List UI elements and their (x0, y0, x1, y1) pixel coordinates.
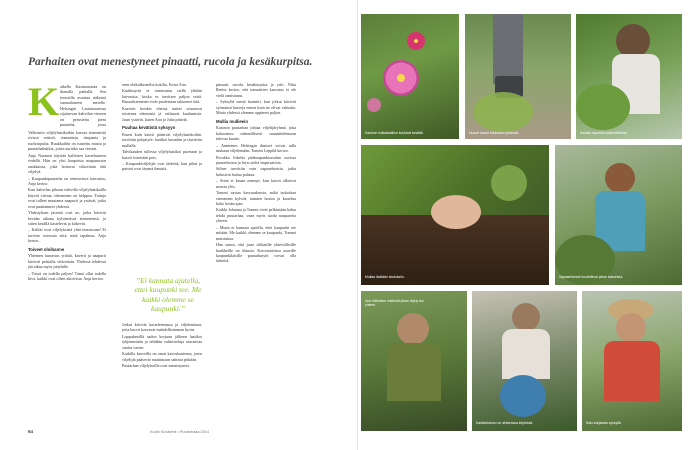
paragraph: Puutarhan viljelykoilla ovat menestyneet (122, 363, 189, 369)
paragraph: Kurkkuyrtti ei onnistunut siellä ylttään kuivuutta, koska se tarvitsee paljon vettä. Basaalisiemenet eivät puolestaan tahtoneet itää. (122, 88, 202, 105)
paragraph: Porukka liikehti pääkaupunkiseudun useissa puutarhoissa ja löysi sieltä inspiraatiota. (216, 154, 296, 165)
photo-caption: Kastelu tapahtuu säännöllisesti. (580, 131, 628, 135)
paragraph: – Anniemes Helsingin ihmiset voivat tulla mukaan viljelemään, Tommi Leppilä kertoo. (216, 142, 296, 154)
text-column-2 (122, 82, 202, 267)
paragraph: Kasinon puutarhaa johtaa viljelijäryhmä, joka kokoontuu säännöllisesti suunnittelemaan tulevaa kautta. (216, 125, 296, 142)
paragraph: Kun kahvilan pihaan tulevilla viljelylaatikoilla käyvät vieraat, tekeminen on helppoa. Tuttuja ovat tulleet muutama naapurit ja ystävät, jotka ovat puuhanneet yhdessä. (28, 187, 106, 209)
photo-soil-hands (361, 145, 549, 285)
paragraph: Kasvien hoidon ohessa naiset seuraavat toistensa tekemisiä ja vaihtavat kuulumisia. Juuri ystävät, kuten Aira ja Juha pitävät. (122, 105, 202, 122)
paragraph: – Mutta ei kannata ajatella, ettei kaupunki tee mitään. Me kaikki olemme se kaupunki, Tommi muistuttaa. (216, 224, 296, 241)
paragraph: – Kaupunkipuutarha on rentouttava harrastus, Anja kertoo. (28, 175, 106, 186)
photo-woman-planting (361, 291, 467, 431)
pull-quote: ”Ei kannata ajatella, ettei kaupunki tee. Me kaikki olemme se kaupunki.” (134, 276, 202, 313)
photo-caption: Nuoret kasvit hoidetaan yhdessä. (469, 131, 520, 135)
photo-caption: Kasinon kukkalaatikot kukkivat kesällä. (365, 131, 424, 135)
photo-planting-boots (465, 14, 571, 139)
paragraph: – Kaupunkiviljelijät ovat tärkeitä, kun pihat ja puistot ovat täynnä ihmisiä. (122, 160, 202, 172)
article-intro: aikella Kasinonranta on ihanalla paikalla. Sen terassilla avautuu näkymä suomalaiseen merelle. Helsingin Lauttasaaressa sijaitsevan kahvilan viereen on perustettu pieni puutarha, jossa (60, 84, 106, 128)
photo-watering (576, 14, 682, 139)
drop-cap: K (28, 79, 60, 124)
paragraph: seen ohikulkeneelta kokilta, Keira Aira. (122, 82, 188, 87)
paragraph: Valkoisiin viljelylaatikoihin kasvaa siemenistä rivissä rettisiä, tomaatteja, timjamia ja ruohosipulia. Ruukkuihin on istutettu matoa ja puutarhakukkia, joista aurinko saa vieraat. (28, 130, 106, 152)
paragraph: Jotkut kävivät kasteleemassa ja viljelemässä, jotta kasvit kasvavat mahdollisimman hyvin. (122, 322, 202, 333)
photo-caption: Sato korjataan syksyllä. (586, 421, 622, 425)
paragraph: Yhdistyksen jäseniä ovat ne, jotka kävivät kevään aikana kylvämässä siemenensä, ja sitten kesällä kastelevat ja kitkevät. (28, 210, 106, 226)
paragraph: Anja Naranen käyttää kaffeisen kasteluaseen vedellä. Hän on yksi kaupoista naapuruston asukkaista, joka hoitavat viikoittain tätä viljelyä. (28, 152, 106, 175)
subheading: Toiveet oloihanne (28, 246, 65, 252)
paragraph: Tommi vastaa kasvatuksesta, mikä tarkoittaa siemenien kylvöä, taimien hoitoa ja kastelua koko kesän ajan. (216, 190, 296, 207)
paragraph: – Siinä ei kauan mennyt, kun kasvit alkoivat nousta ylös. (216, 178, 296, 189)
paragraph: pinaatti, rucola, kesäkurpitsa ja yrtit. Niita Reetta kertoo, että tomaattien kasvatus ei ole vielä onnistunut. (216, 82, 296, 98)
subheading: Mullia mullieein (216, 118, 248, 124)
paragraph: Yhteinen harrastus yrittää, kaverit ja naapurit kävivät palstalla viikoittain. Yhdessä tehdessä jää aikaa myös juttelulle. (28, 253, 106, 270)
text-column-1 (28, 130, 106, 422)
paragraph: Siihen tarvittiin vain vapaaehtoisia, jotka halusivat hoitaa palstaa. (216, 166, 296, 177)
paragraph: Kaikilla kasveilla on omat kasvukautensa, joten viljelijät pääsevät nauttimaan sadosta pitkään. (122, 351, 202, 362)
text-column-3 (216, 82, 296, 422)
photo-caption: Vapaaehtoiset huolehtivat pihan kasveista. (559, 275, 624, 279)
photo-flowers (361, 14, 459, 139)
paragraph: – Syksyllä meitä harmitti, kun jotkut kävivät syömässä kasveja ennen kuin ne olivat valmiita. Mutta yhdessä olemme oppineet paljon. (216, 99, 296, 116)
text-column-2-lower (122, 322, 202, 422)
magazine-footer: Kodin Kuvalehti • Puutarhaaa 2014 (150, 430, 209, 434)
article-headline: Parhaiten ovat menestyneet pinaatti, rucola ja kesäkurpitsa. (28, 56, 313, 68)
photo-watering-can (472, 291, 577, 431)
page-number: 64 (28, 429, 34, 434)
paragraph: Hän sanoo, että juuri tällaisille yhteisöllisille hankkeille on tilausta. Kerrostaloissa asuville kaupunkilaisille puutarhatyöt voivat olla tärkeitä. (216, 242, 296, 264)
paragraph: Talvikauden tullessa viljelylaatikot puretaan ja kasvit siirretään pois. (122, 149, 202, 160)
photo-caption: Kastelukannu on ahkerassa käytössä. (476, 421, 534, 425)
paragraph: – Tässä on todella paljon! Tämä ollut todella kiva, kaikki ovat olleet aktiivisia, Anja kertoo. (28, 270, 106, 282)
photo-smiling-gardener (582, 291, 682, 431)
subheading: Puuhaa kevätistä syksyyn (122, 125, 176, 131)
photo-garden-woman (555, 145, 682, 285)
page-gutter (357, 0, 358, 450)
paragraph: Loppukesällä sadon korjuun jälkeen laatikot tyhjennetään ja tehdään valmisteluja seuraavaa vuotta varten. (122, 333, 202, 350)
photo-caption: Multaa lisätään istutuksiin. (365, 275, 405, 279)
paragraph: Ensen kuin kasvit pääsivät viljelylaatikoihin, tarvittiin pohjatyöt: laatikot kasattiin ja täytettiin mullalla. (122, 131, 202, 148)
paragraph: Kaikki Johanna ja Tommi eivät pelkästään halua tehdä puutarhaa, vaan myös tuoda naapureita yhteen. (216, 207, 296, 224)
photo-caption: Aira Välimäen mielestä pihan viljely tuo yhteen. (365, 299, 424, 308)
paragraph: – Kaikki ovat viljelyksistä yhtä innoissaan! Ei tarvitse stressata siitä, mitä tapahtuu, Anja kertoo. (28, 227, 106, 244)
